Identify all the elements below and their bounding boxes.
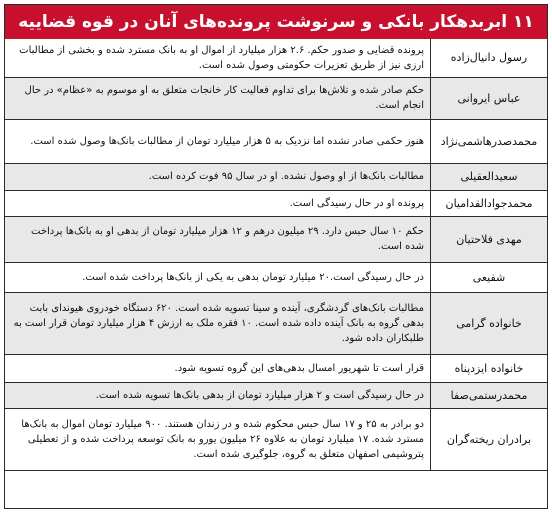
- table-title: ۱۱ ابربدهکار بانکی و سرنوشت پرونده‌های آنان در قوه قضاییه: [5, 5, 547, 39]
- case-status: حکم صادر شده و تلاش‌ها برای تداوم فعالیت کار خانجات متعلق به او موسوم به «عظام» در حال انجام است.: [5, 77, 431, 119]
- case-status: مطالبات بانک‌ها از او وصول نشده. او در سال ۹۵ فوت کرده است.: [5, 163, 431, 190]
- debtor-name: رسول دانیال‌زاده: [431, 39, 548, 77]
- table-row: [5, 354, 547, 382]
- case-status: حکم ۱۰ سال حبس دارد. ۲۹ میلیون درهم و ۱۲ هزار میلیارد تومان از بدهی او به بانک‌ها پرداخت شده است.: [5, 216, 431, 262]
- debtor-name: خانواده گرامی: [431, 292, 548, 354]
- table-row: [5, 216, 547, 262]
- table-row: [5, 190, 547, 216]
- table-row: [5, 163, 547, 190]
- case-status: در حال رسیدگی است.۲۰ میلیارد تومان بدهی به یکی از بانک‌ها پرداخت شده است.: [5, 262, 431, 292]
- debtor-name: مهدی فلاحتیان: [431, 216, 548, 262]
- debtor-name: سعیدالعقیلی: [431, 163, 548, 190]
- debtors-table: [5, 39, 547, 471]
- case-status: مطالبات بانک‌های گردشگری، آینده و سینا تسویه شده است. ۶۲۰ دستگاه خودروی هیوندای بابت بدهی گروه به بانک آینده داده شده است. ۱۰ فقره ملک به ارزش ۴ هزار میلیارد تومان قرار است به طلبکاران داده شود.: [5, 292, 431, 354]
- case-status: هنوز حکمی صادر نشده اما نزدیک به ۵ هزار میلیارد تومان از مطالبات بانک‌ها وصول شده است.: [5, 119, 431, 163]
- table-row: [5, 119, 547, 163]
- debtor-name: محمدرستمی‌صفا: [431, 382, 548, 408]
- case-status: پرونده قضایی و صدور حکم. ۲.۶ هزار میلیارد از اموال او به بانک مسترد شده و بخشی از مطالبات ارزی نیز از طریق تعزیرات حکومتی وصول شده است.: [5, 39, 431, 77]
- debtor-name: برادران ریخته‌گران: [431, 408, 548, 470]
- table-row: [5, 382, 547, 408]
- case-status: دو برادر به ۲۵ و ۱۷ سال حبس محکوم شده و در زندان هستند. ۹۰۰ میلیارد تومان اموال به بانک‌ها مسترد شده. ۱۷ میلیارد تومان به علاوه ۲۶ میلیون یورو به بانک توسعه پرداخت شده و از تعطیلی پتروشیمی اصفهان متعلق به گروه، جلوگیری شده است.: [5, 408, 431, 470]
- table-frame: [4, 4, 548, 509]
- table-row: [5, 39, 547, 77]
- debtor-name: محمدصدرهاشمی‌نژاد: [431, 119, 548, 163]
- case-status: پرونده او در حال رسیدگی است.: [5, 190, 431, 216]
- debtor-name: محمدجوادالقدامیان: [431, 190, 548, 216]
- debtor-name: خانواده ایزدپناه: [431, 354, 548, 382]
- table-row: [5, 77, 547, 119]
- table-row: [5, 292, 547, 354]
- debtor-name: عباس ایروانی: [431, 77, 548, 119]
- table-row: [5, 408, 547, 470]
- case-status: قرار است تا شهریور امسال بدهی‌های این گروه تسویه شود.: [5, 354, 431, 382]
- case-status: در حال رسیدگی است و ۲ هزار میلیارد تومان از بدهی بانک‌ها تسویه شده است.: [5, 382, 431, 408]
- debtor-name: شفیعی: [431, 262, 548, 292]
- table-row: [5, 262, 547, 292]
